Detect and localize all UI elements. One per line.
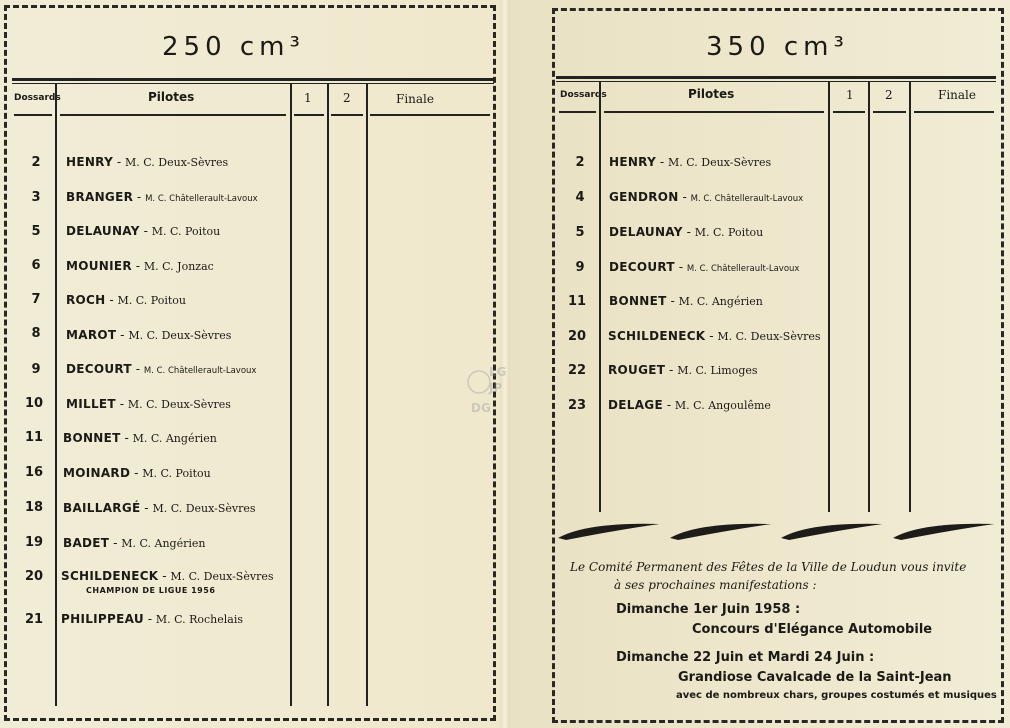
rider-club: M. C. Poitou xyxy=(151,225,221,238)
rider-entry: BADET - M. C. Angérien xyxy=(63,536,206,550)
rider-name: DELAUNAY xyxy=(609,225,683,239)
rider-entry: DELAUNAY - M. C. Poitou xyxy=(66,224,221,238)
stamp-text-line2: JP xyxy=(489,381,503,395)
bib-number: 7 xyxy=(31,292,41,307)
rider-club: M. C. Châtellerault-Lavoux xyxy=(686,264,800,274)
col-header-2: 2 xyxy=(885,88,893,102)
bib-number: 4 xyxy=(575,190,585,205)
swoosh-ornament xyxy=(668,520,774,542)
col-underline xyxy=(14,114,52,116)
rider-name: MOUNIER xyxy=(66,259,132,273)
header-rule xyxy=(556,76,996,79)
bib-number: 23 xyxy=(567,398,587,413)
col-divider xyxy=(55,84,57,706)
header-rule-thin xyxy=(556,81,996,82)
rider-name: BONNET xyxy=(63,431,121,445)
col-underline xyxy=(559,111,596,113)
rider-club: M. C. Poitou xyxy=(142,467,211,480)
decorative-swoosh-row xyxy=(556,520,996,542)
event-1-name: Concours d'Elégance Automobile xyxy=(692,622,933,637)
header-rule xyxy=(12,78,494,81)
class-title-250: 250 cm³ xyxy=(162,32,305,62)
bib-number: 3 xyxy=(31,190,41,205)
bib-number: 9 xyxy=(31,362,41,377)
bib-number: 21 xyxy=(24,612,44,627)
event-2-detail: avec de nombreux chars, groupes costumés et musiques xyxy=(676,690,997,701)
rider-name: DECOURT xyxy=(609,260,675,274)
rider-club: M. C. Deux-Sèvres xyxy=(717,330,821,343)
col-divider xyxy=(828,82,830,512)
watermark-stamp xyxy=(465,362,517,418)
stamp-text-line1: LG xyxy=(489,365,507,379)
rider-name: ROCH xyxy=(66,293,106,307)
col-header-finale: Finale xyxy=(396,92,434,106)
col-header-pilotes: Pilotes xyxy=(148,90,195,104)
bib-number: 2 xyxy=(575,155,585,170)
champion-note: CHAMPION DE LIGUE 1956 xyxy=(86,586,216,595)
rider-name: ROUGET xyxy=(608,363,666,377)
rider-name: BRANGER xyxy=(66,190,134,204)
rider-club: M. C. Deux-Sèvres xyxy=(127,398,231,411)
col-divider xyxy=(909,82,911,512)
rider-entry: BRANGER - M. C. Châtellerault-Lavoux xyxy=(66,190,258,204)
rider-entry: SCHILDENECK - M. C. Deux-Sèvres xyxy=(608,329,821,343)
rider-entry: BAILLARGÉ - M. C. Deux-Sèvres xyxy=(63,501,256,515)
rider-name: MOINARD xyxy=(63,466,131,480)
rider-club: M. C. Angérien xyxy=(132,432,217,445)
rider-entry: HENRY - M. C. Deux-Sèvres xyxy=(609,155,772,169)
rider-club: M. C. Châtellerault-Lavoux xyxy=(690,194,804,204)
bib-number: 19 xyxy=(24,535,44,550)
class-title-350: 350 cm³ xyxy=(706,32,849,62)
rider-name: SCHILDENECK xyxy=(608,329,706,343)
col-divider xyxy=(868,82,870,512)
col-header-1: 1 xyxy=(846,88,854,102)
bib-number: 18 xyxy=(24,500,44,515)
rider-club: M. C. Châtellerault-Lavoux xyxy=(145,194,258,204)
col-header-finale: Finale xyxy=(938,88,976,102)
invitation-line-1: Le Comité Permanent des Fêtes de la Ville de Loudun vous invite xyxy=(570,560,967,574)
rider-name: PHILIPPEAU xyxy=(61,612,144,626)
rider-entry: MAROT - M. C. Deux-Sèvres xyxy=(66,328,232,342)
rider-name: DECOURT xyxy=(66,362,132,376)
rider-club: M. C. Deux-Sèvres xyxy=(668,156,772,169)
col-header-1: 1 xyxy=(304,91,312,105)
bib-number: 11 xyxy=(24,430,44,445)
rider-entry: MOINARD - M. C. Poitou xyxy=(63,466,211,480)
rider-entry: DECOURT - M. C. Châtellerault-Lavoux xyxy=(66,362,257,376)
invitation-line-2: à ses prochaines manifestations : xyxy=(614,578,817,592)
bib-number: 2 xyxy=(31,155,41,170)
rider-club: M. C. Angoulême xyxy=(674,399,771,412)
col-underline xyxy=(331,114,363,116)
rider-name: HENRY xyxy=(609,155,657,169)
rider-name: BONNET xyxy=(609,294,667,308)
col-underline xyxy=(294,114,324,116)
col-header-dossards: Dossards xyxy=(560,90,607,100)
rider-club: M. C. Deux-Sèvres xyxy=(170,570,274,583)
rider-entry: ROUGET - M. C. Limoges xyxy=(608,363,758,377)
rider-entry: BONNET - M. C. Angérien xyxy=(609,294,763,308)
rider-name: MILLET xyxy=(66,397,116,411)
rider-club: M. C. Deux-Sèvres xyxy=(152,502,256,515)
rider-club: M. C. Angérien xyxy=(121,537,206,550)
swoosh-ornament xyxy=(779,520,885,542)
rider-club: M. C. Jonzac xyxy=(143,260,214,273)
rider-name: DELAUNAY xyxy=(66,224,140,238)
rider-entry: PHILIPPEAU - M. C. Rochelais xyxy=(61,612,244,626)
rider-name: DELAGE xyxy=(608,398,663,412)
bib-number: 11 xyxy=(567,294,587,309)
bib-number: 5 xyxy=(31,224,41,239)
col-divider xyxy=(290,84,292,706)
col-divider xyxy=(366,84,368,706)
col-header-pilotes: Pilotes xyxy=(688,87,735,101)
bib-number: 8 xyxy=(31,326,41,341)
col-underline xyxy=(60,114,286,116)
col-header-dossards: Dossards xyxy=(14,93,61,103)
event-1-date: Dimanche 1er Juin 1958 : xyxy=(616,602,801,617)
event-2-name: Grandiose Cavalcade de la Saint-Jean xyxy=(678,670,952,685)
rider-entry: SCHILDENECK - M. C. Deux-Sèvres xyxy=(61,569,274,583)
rider-club: M. C. Deux-Sèvres xyxy=(128,329,232,342)
bib-number: 16 xyxy=(24,465,44,480)
rider-club: M. C. Châtellerault-Lavoux xyxy=(143,366,257,376)
rider-entry: ROCH - M. C. Poitou xyxy=(66,293,186,307)
rider-club: M. C. Deux-Sèvres xyxy=(125,156,229,169)
bib-number: 6 xyxy=(31,258,41,273)
bib-number: 20 xyxy=(567,329,587,344)
bib-number: 22 xyxy=(567,363,587,378)
rider-name: MAROT xyxy=(66,328,117,342)
rider-club: M. C. Poitou xyxy=(117,294,186,307)
bib-number: 20 xyxy=(24,569,44,584)
event-2-date: Dimanche 22 Juin et Mardi 24 Juin : xyxy=(616,650,875,665)
stamp-text-line3: DG xyxy=(471,401,491,415)
rider-entry: DELAGE - M. C. Angoulême xyxy=(608,398,771,412)
rider-name: BADET xyxy=(63,536,110,550)
col-underline xyxy=(873,111,906,113)
rider-entry: MILLET - M. C. Deux-Sèvres xyxy=(66,397,231,411)
swoosh-ornament xyxy=(891,520,997,542)
bib-number: 9 xyxy=(575,260,585,275)
col-underline xyxy=(833,111,865,113)
rider-name: BAILLARGÉ xyxy=(63,501,141,515)
rider-name: HENRY xyxy=(66,155,114,169)
col-header-2: 2 xyxy=(343,91,351,105)
rider-entry: MOUNIER - M. C. Jonzac xyxy=(66,259,214,273)
rider-club: M. C. Limoges xyxy=(677,364,758,377)
rider-entry: DELAUNAY - M. C. Poitou xyxy=(609,225,764,239)
col-underline xyxy=(604,111,824,113)
rider-entry: DECOURT - M. C. Châtellerault-Lavoux xyxy=(609,260,800,274)
rider-entry: GENDRON - M. C. Châtellerault-Lavoux xyxy=(609,190,804,204)
rider-club: M. C. Rochelais xyxy=(155,613,244,626)
rider-entry: HENRY - M. C. Deux-Sèvres xyxy=(66,155,229,169)
rider-name: GENDRON xyxy=(609,190,679,204)
bib-number: 5 xyxy=(575,225,585,240)
rider-name: SCHILDENECK xyxy=(61,569,159,583)
rider-club: M. C. Poitou xyxy=(694,226,764,239)
col-underline xyxy=(914,111,994,113)
swoosh-ornament xyxy=(556,520,662,542)
col-underline xyxy=(370,114,490,116)
col-divider xyxy=(599,82,601,512)
header-rule-thin xyxy=(12,83,494,84)
col-divider xyxy=(327,84,329,706)
rider-club: M. C. Angérien xyxy=(678,295,763,308)
bib-number: 10 xyxy=(24,396,44,411)
rider-entry: BONNET - M. C. Angérien xyxy=(63,431,217,445)
